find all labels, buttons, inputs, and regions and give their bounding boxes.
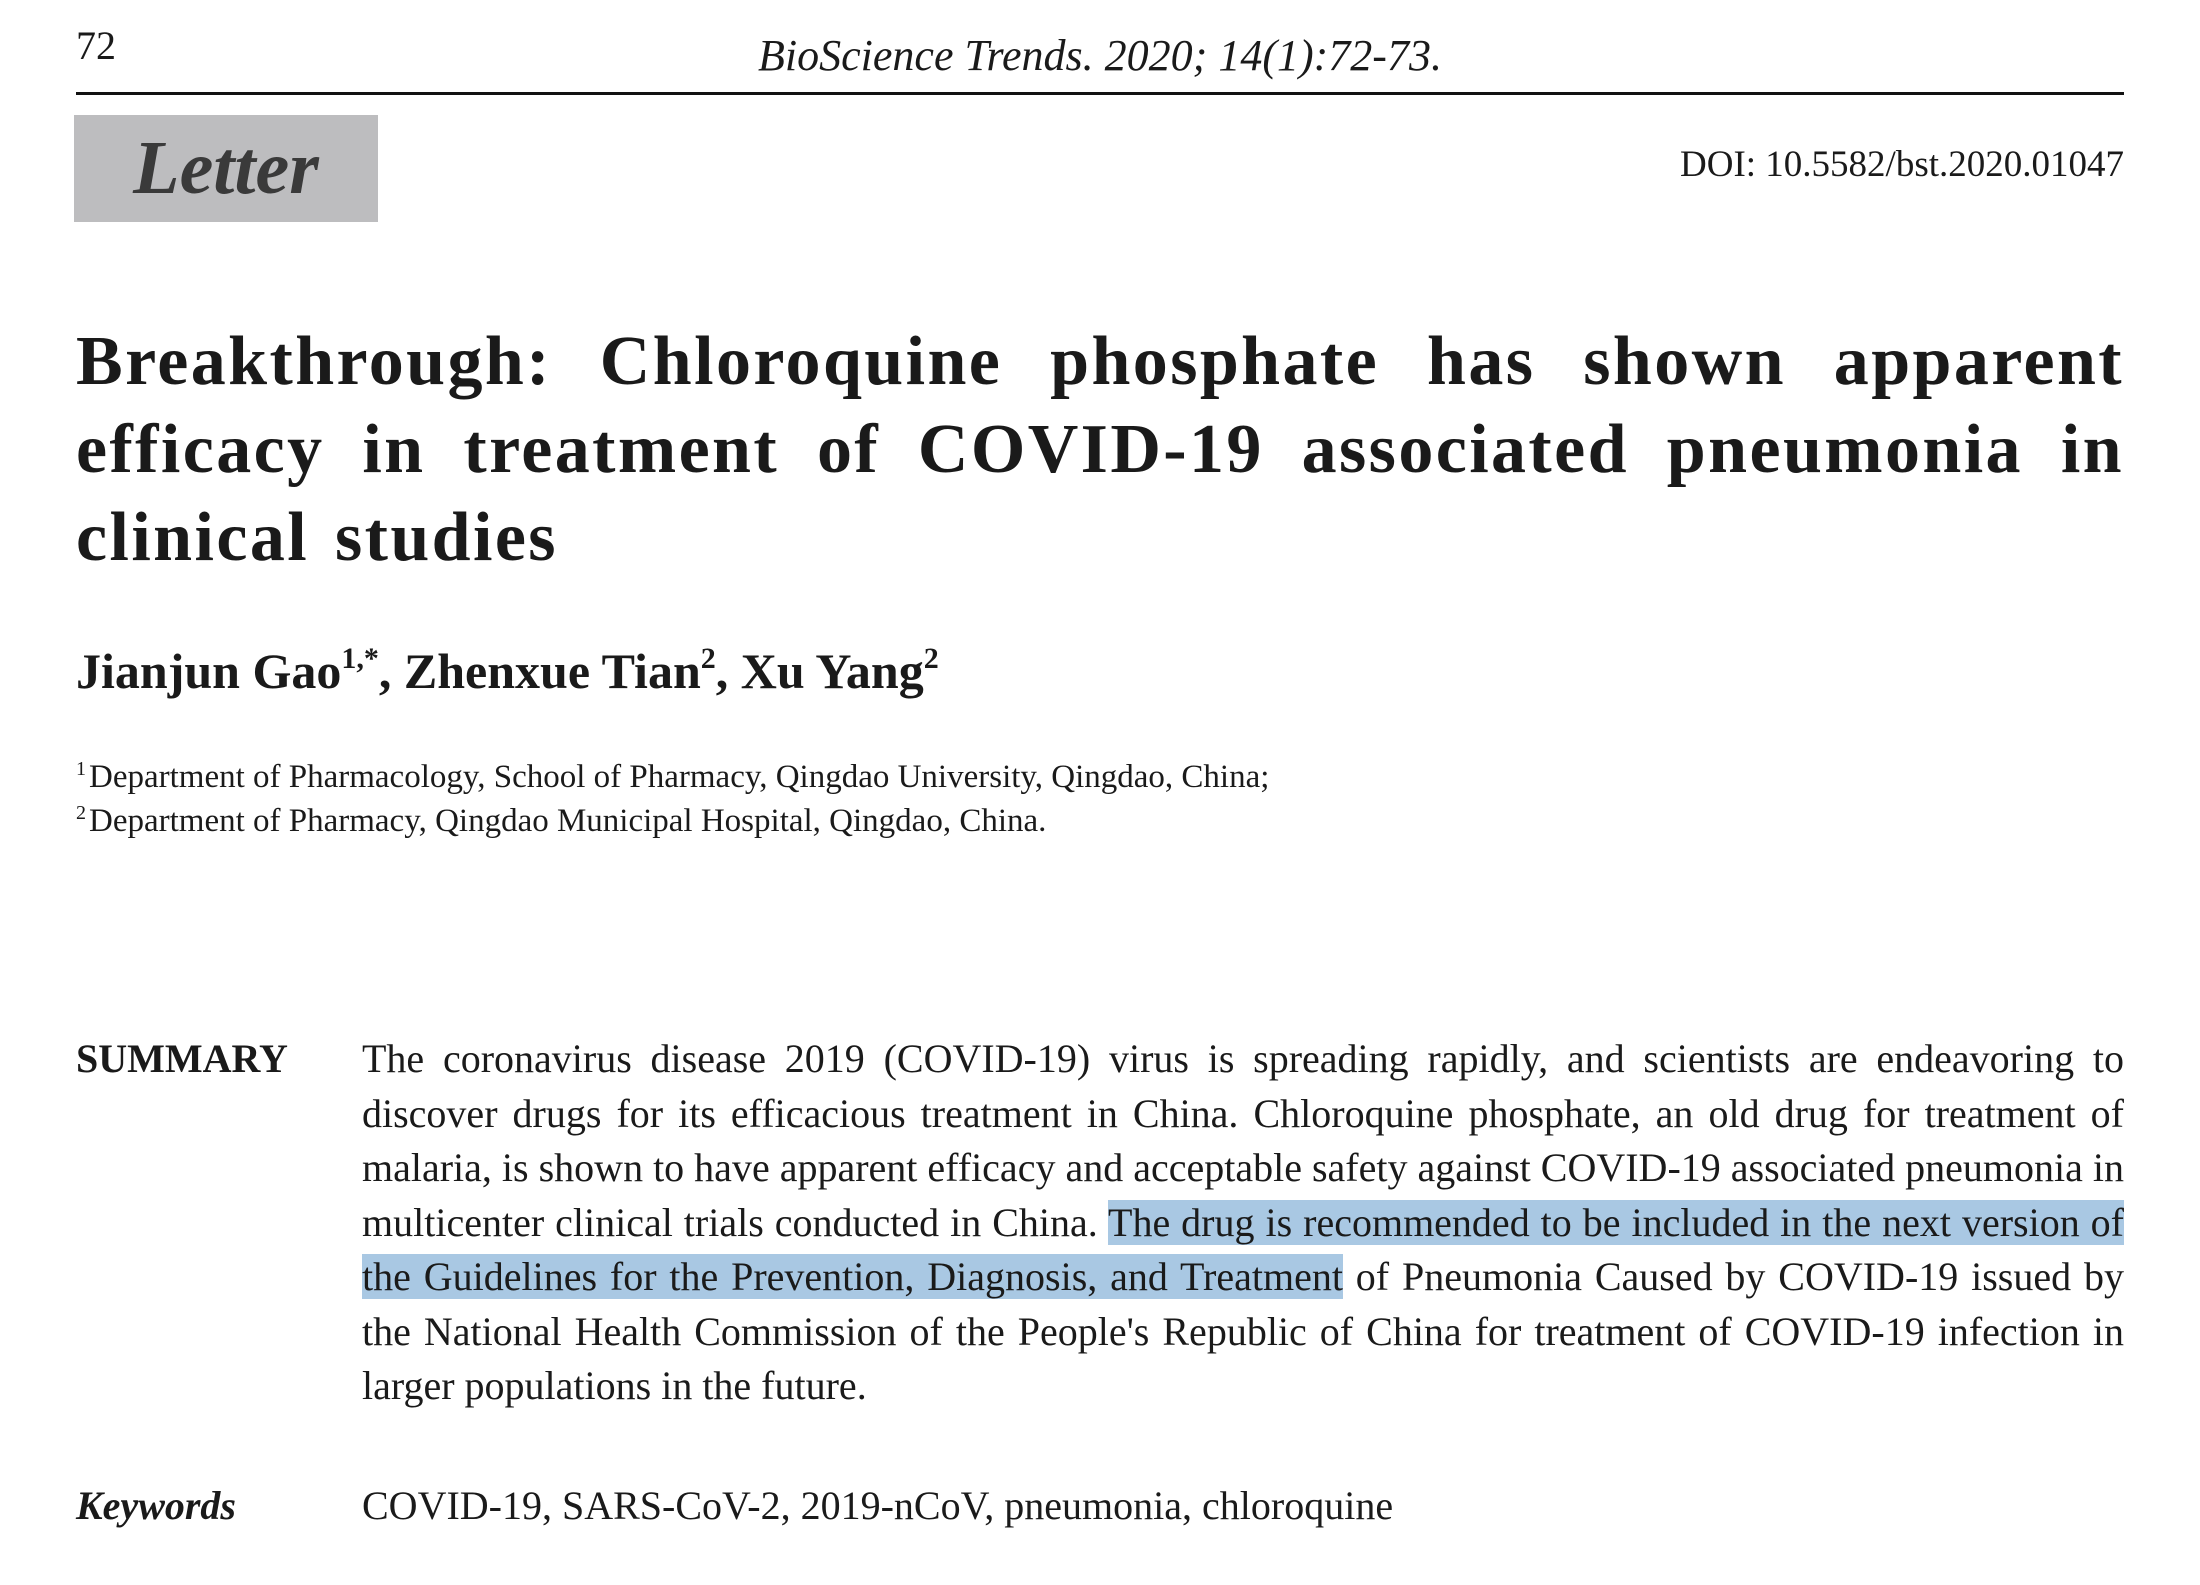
author-separator: ,: [715, 643, 741, 699]
summary-text[interactable]: [362, 1032, 2124, 1414]
doi[interactable]: DOI: 10.5582/bst.2020.01047: [1680, 144, 2124, 185]
article-title: Breakthrough: Chloroquine phosphate has shown apparent efficacy in treatment of COVID-19 associated pneumonia in clinical studies: [76, 323, 2124, 576]
affiliation-number: 2: [76, 802, 86, 824]
article-type-label: Letter: [133, 126, 319, 210]
summary-text-before: The coronavirus disease 2019 (COVID-19) virus is spreading rapidly, and scientists are endeavoring to discover drugs for its efficacious treatment in China. Chloroquine phosphate, an old drug for treatment of malaria, is shown to have apparent efficacy and acceptable safety against COVID-19 associated pneumonia in multicenter clinical trials conducted in China.: [362, 1036, 2124, 1245]
author-name: Jianjun Gao: [76, 643, 342, 699]
affiliation-number: 1: [76, 758, 86, 780]
summary-text-after: of Pneumonia Caused by COVID-19 issued by the National Health Commission of the People's Republic of China for treatment of COVID-19 infection in larger populations in the future.: [362, 1254, 2124, 1408]
keywords-text: COVID-19, SARS-CoV-2, 2019-nCoV, pneumonia, chloroquine: [362, 1483, 1394, 1528]
affiliation-item: [76, 755, 1269, 799]
author-separator: ,: [378, 643, 404, 699]
affiliation-item: [76, 799, 1269, 843]
keywords-label: Keywords: [76, 1483, 236, 1528]
author-name: Zhenxue Tian: [403, 643, 701, 699]
affiliation-text: Department of Pharmacology, School of Pharmacy, Qingdao University, Qingdao, China;: [89, 759, 1270, 795]
summary-label: SUMMARY: [76, 1036, 288, 1081]
author-name: Xu Yang: [740, 643, 924, 699]
author-list: [76, 642, 939, 700]
article-type-badge: [74, 115, 378, 222]
running-head: BioScience Trends. 2020; 14(1):72-73.: [758, 31, 1442, 80]
page-number: 72: [76, 23, 116, 68]
affiliation-text: Department of Pharmacy, Qingdao Municipal Hospital, Qingdao, China.: [89, 803, 1047, 839]
affiliation-list: [76, 755, 1269, 843]
author-affiliation-marker: 2: [700, 642, 716, 675]
selected-text-highlight[interactable]: The drug is recommended to be included in the next version of the Guidelines for the Prevention, Diagnosis, and Treatment: [362, 1199, 2125, 1299]
header-rule: [76, 92, 2124, 95]
author-affiliation-marker: 1,*: [341, 642, 379, 675]
author-affiliation-marker: 2: [923, 642, 939, 675]
